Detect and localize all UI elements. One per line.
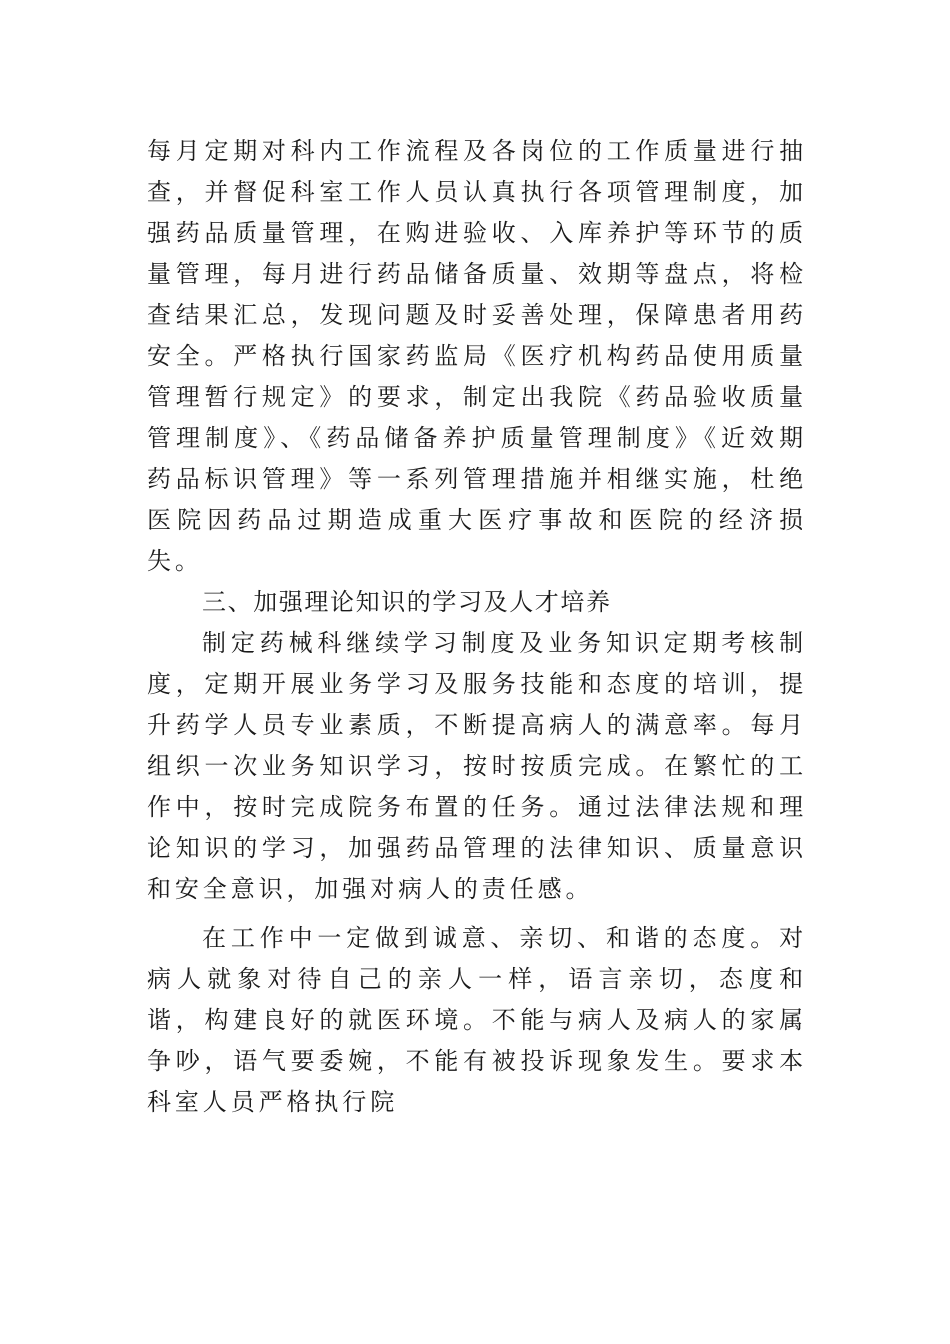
document-body bbox=[147, 131, 807, 1123]
section-heading-theory-learning: 三、加强理论知识的学习及人才培养 bbox=[202, 588, 612, 616]
paragraph-drug-quality-management: 每月定期对科内工作流程及各岗位的工作质量进行抽查，并督促科室工作人员认真执行各项管理制度，加强药品质量管理，在购进验收、入库养护等环节的质量管理，每月进行药品储备质量、效期等盘点，将检查结果汇总，发现问题及时妥善处理，保障患者用药安全。严格执行国家药监局《医疗机构药品使用质量管理暂行规定》的要求，制定出我院《药品验收质量管理制度》、《药品储备养护质量管理制度》《近效期药品标识管理》等一系列管理措施并相继实施，杜绝医院因药品过期造成重大医疗事故和医院的经济损失。 bbox=[147, 137, 807, 575]
paragraph-continuing-education: 制定药械科继续学习制度及业务知识定期考核制度，定期开展业务学习及服务技能和态度的培训，提升药学人员专业素质，不断提高病人的满意率。每月组织一次业务知识学习，按时按质完成。在繁忙的工作中，按时完成院务布置的任务。通过法律法规和理论知识的学习，加强药品管理的法律知识、质量意识和安全意识，加强对病人的责任感。 bbox=[147, 629, 807, 903]
paragraph-service-attitude: 在工作中一定做到诚意、亲切、和谐的态度。对病人就象对待自己的亲人一样，语言亲切，态度和谐，构建良好的就医环境。不能与病人及病人的家属争吵，语气要委婉，不能有被投诉现象发生。要求本科室人员严格执行院 bbox=[147, 924, 807, 1116]
